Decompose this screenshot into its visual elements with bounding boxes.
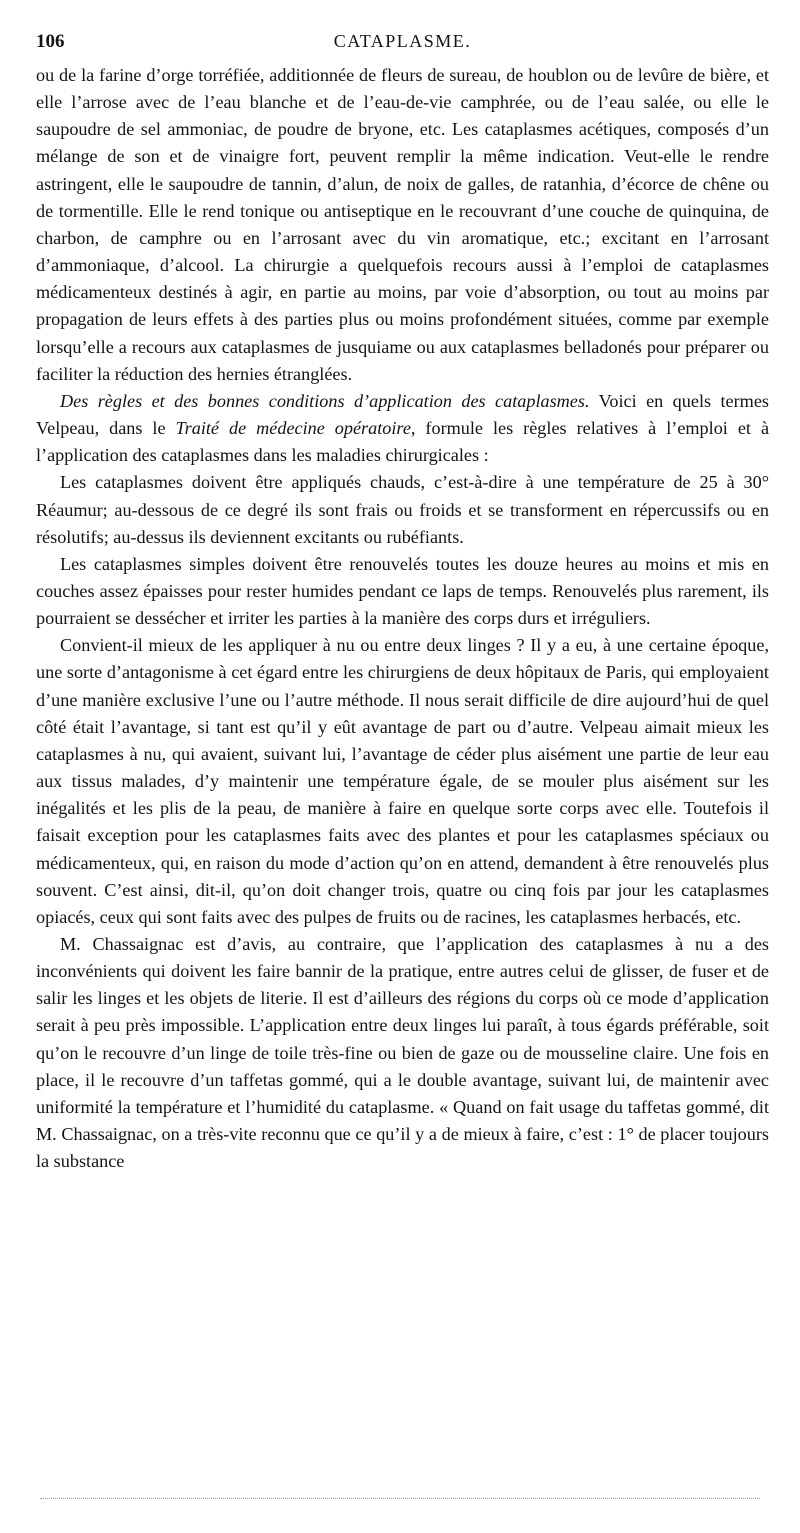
paragraph-continuation: ou de la farine d’orge torréfiée, additionnée de fleurs de sureau, de houblon ou de levûre de bière, et elle l’arrose avec de l’eau blanche et de l’eau-de-vie camphrée, ou de l’eau salée, ou elle le saupoudre de sel ammoniac, de poudre de bryone, etc. Les cataplasmes acétiques, composés d’un mélange de son et de vinaigre fort, peuvent remplir la même indication. Veut-elle le rendre astringent, elle le saupoudre de tannin, d’alun, de noix de galles, de ratanhia, d’écorce de chêne ou de tormentille. Elle le rend tonique ou antiseptique en le recouvrant d’une couche de quinquina, de charbon, de camphre ou en l’arrosant avec du vin aromatique, etc.; excitant en l’arrosant d’ammoniaque, d’alcool. La chirurgie a quelquefois recours aussi à l’emploi de cataplasmes médicamenteux destinés à agir, en partie au moins, par voie d’absorption, ou tout au moins par propagation de leurs effets à des parties plus ou moins profondément situées, comme par exemple lorsqu’elle a recours aux cataplasmes de jusquiame ou aux cataplasmes belladonés pour préparer ou faciliter la réduction des hernies étranglées. (36, 65, 769, 384)
running-title: CATAPLASME. (333, 31, 472, 51)
paragraph-chassaignac: M. Chassaignac est d’avis, au contraire, que l’application des cataplasmes à nu a des inconvénients qui doivent les faire bannir de la pratique, entre autres celui de glisser, de fuser et de salir les linges et les objets de literie. Il est d’ailleurs des régions du corps où ce mode d’application serait à peu près impossible. L’application entre deux linges lui paraît, à tous égards préférable, soit qu’on le recouvre d’un linge de toile très-fine ou bien de gaze ou de mousseline claire. Une fois en place, il le recouvre d’un taffetas gommé, qui a le double avantage, suivant lui, de maintenir avec uniformité la température et l’humidité du cataplasme. « Quand on fait usage du taffetas gommé, dit M. Chassaignac, on a très-vite reconnu que ce qu’il y a de mieux à faire, c’est : 1° de placer toujours la substance (36, 934, 769, 1172)
paragraph-velpeau: Convient-il mieux de les appliquer à nu ou entre deux linges ? Il y a eu, à une certaine époque, une sorte d’antagonisme à cet égard entre les chirurgiens de deux hôpitaux de Paris, qui employaient d’une manière exclusive l’une ou l’autre méthode. Il nous serait difficile de dire aujourd’hui de quel côté était l’avantage, si tant est qu’il y eût avantage de part ou d’autre. Velpeau aimait mieux les cataplasmes à nu, qui avaient, suivant lui, l’avantage de céder plus aisément une partie de leur eau aux tissus malades, d’y maintenir une température égale, de se mouler plus aisément sur les inégalités et les plis de la peau, de manière à faire en quelque sorte corps avec elle. Toutefois il faisait exception pour les cataplasmes faits avec des plantes et pour les cataplasmes spéciaux ou médicamenteux, qui, en raison du mode d’action qu’on en attend, demandent à être renouvelés plus souvent. C’est ainsi, dit-il, qu’on doit changer trois, quatre ou cinq fois par jour les cataplasmes opiacés, ceux qui sont faits avec des pulpes de fruits ou de racines, les cataplasmes herbacés, etc. (36, 635, 769, 927)
paragraph-text: , formule les règles relatives à l’emploi et à l’application des cataplasmes dans les maladies chirurgicales : (36, 418, 770, 466)
book-title: Traité de médecine opératoire (175, 418, 411, 439)
bottom-rule (40, 1498, 760, 1499)
paragraph-temperature: Les cataplasmes doivent être appliqués chauds, c’est-à-dire à une température de 25 à 30° Réaumur; au-dessous de ce degré ils sont frais ou froids et se transforment en répercussifs ou en résolutifs; au-dessus ils deviennent excitants ou rubéfiants. (36, 472, 769, 547)
paragraph-renewal: Les cataplasmes simples doivent être renouvelés toutes les douze heures au moins et mis en couches assez épaisses pour rester humides pendant ce laps de temps. Renouvelés plus rarement, ils pourraient se dessécher et irriter les parties à la manière des corps durs et irréguliers. (36, 553, 769, 629)
book-page (36, 28, 769, 1175)
page-header (36, 28, 769, 62)
paragraph-text: Voici en quels termes Velpeau, dans le (36, 390, 769, 439)
paragraph-application-rules (36, 388, 769, 469)
page-number: 106 (36, 31, 65, 52)
section-heading: Des règles et des bonnes conditions d’application des cataplasmes. (60, 390, 590, 411)
